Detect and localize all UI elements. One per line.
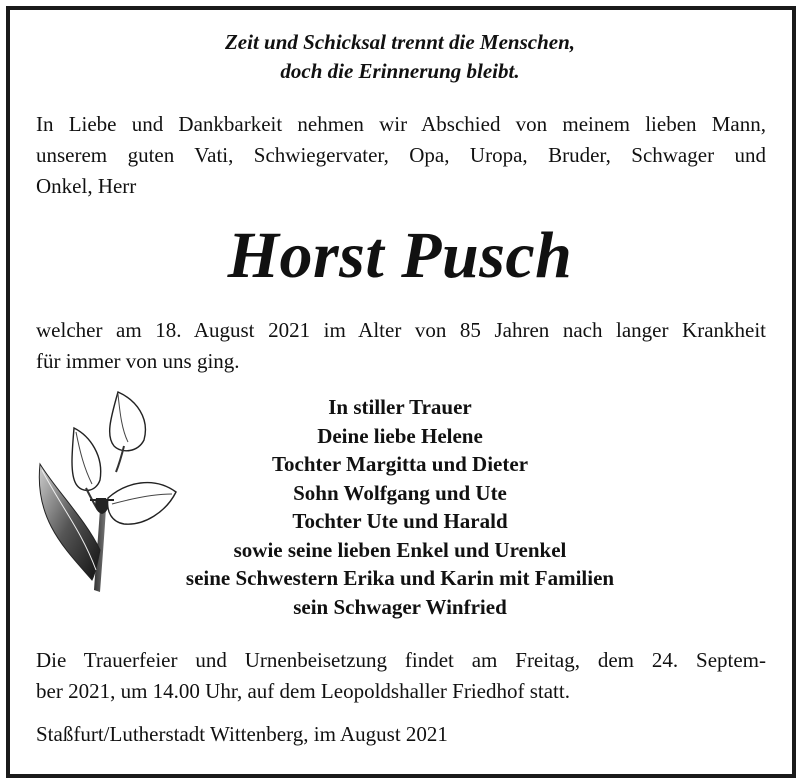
motto <box>0 28 800 86</box>
mourner-line: Tochter Margitta und Dieter <box>271 452 529 476</box>
mourner-line: seine Schwestern Erika und Karin mit Familien <box>185 566 615 590</box>
mourner-line: Sohn Wolfgang und Ute <box>293 480 507 505</box>
place-date: Staßfurt/Lutherstadt Wittenberg, im August 2021 <box>36 722 448 746</box>
mourner-line: sein Schwager Winfried <box>293 594 507 619</box>
mourner-line: Deine liebe Helene <box>317 423 483 448</box>
intro-line-3: Onkel, Herr <box>36 174 137 198</box>
intro-text <box>36 109 766 202</box>
death-line-1: welcher am 18. August 2021 im Alter von 85 Jahren nach langer Krankheit <box>36 318 766 342</box>
motto-line-1: Zeit und Schicksal trennt die Menschen, <box>224 30 576 54</box>
funeral-line-1: Die Trauerfeier und Urnenbeisetzung findet am Freitag, dem 24. Septem- <box>36 648 766 672</box>
mourner-line: In stiller Trauer <box>328 395 472 419</box>
death-line-2: für immer von uns ging. <box>36 349 240 373</box>
mourner-line: sowie seine lieben Enkel und Urenkel <box>233 537 567 562</box>
death-notice <box>36 315 766 377</box>
intro-line-1: In Liebe und Dankbarkeit nehmen wir Abschied von meinem lieben Mann, <box>36 112 766 136</box>
funeral-line-2: ber 2021, um 14.00 Uhr, auf dem Leopoldshaller Friedhof statt. <box>36 679 570 703</box>
motto-line-2: doch die Erinnerung bleibt. <box>280 59 520 83</box>
mourner-line: Tochter Ute und Harald <box>292 509 508 533</box>
deceased-name: Horst Pusch <box>227 219 573 292</box>
intro-line-2: unserem guten Vati, Schwiegervater, Opa, Uropa, Bruder, Schwager und <box>36 143 766 167</box>
mourners-list <box>130 393 670 621</box>
funeral-info <box>36 645 766 707</box>
